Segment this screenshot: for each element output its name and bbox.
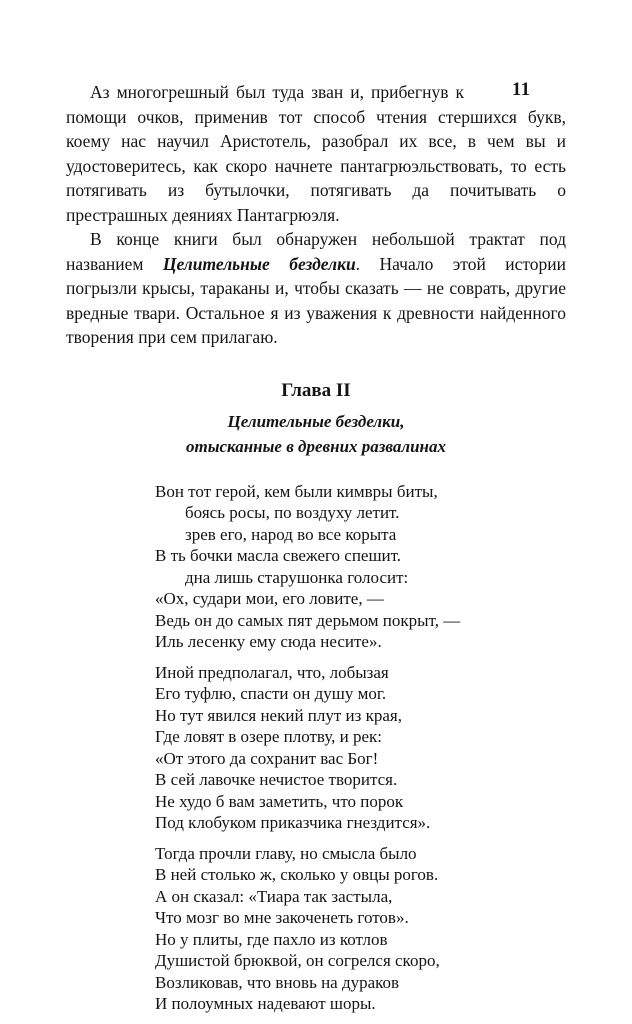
poem-line: боясь росы, по воздуху летит. [185,503,400,522]
poem-line: В ней столько ж, сколько у овцы рогов. [155,865,439,884]
poem-line: Вон тот герой, кем были кимвры биты, [155,481,438,501]
chapter-subtitle [66,409,566,459]
poem-line: Где ловят в озере плотву, и рек: [155,727,383,746]
poem-line: Тогда прочли главу, но смысла было [155,843,417,863]
poem-line: В ть бочки масла свежего спешит. [155,546,402,565]
poem-line: Но тут явился некий плут из края, [155,705,402,725]
poem-line: Его туфлю, спасти он душу мог. [155,684,387,703]
poem [155,481,566,1015]
poem-line: Иной предполагал, что, лобызая [155,662,389,682]
poem-stanza-2 [155,662,566,834]
poem-line: Иль лесенку ему сюда несите». [155,632,382,651]
paragraph-2-text-after: . Начало этой истории погрызли крысы, тараканы и, чтобы сказать — не соврать, другие вредные твари. Остальное я из уважения к древности найденного творения при сем прилагаю. [66,253,566,347]
chapter-subtitle-line-1: Целительные безделки, [227,411,405,431]
page-content [66,80,566,1024]
folio-gap [464,80,566,98]
poem-line: зрев его, народ во все корыта [185,524,397,544]
paragraph-2-text-before: В конце книги был обнаружен небольшой трактат под названием [66,229,566,274]
poem-line: «От этого да сохранит вас Бог! [155,748,379,768]
page-number: 11 [512,80,531,100]
poem-line: Не худо б вам заметить, что порок [155,791,404,811]
poem-line: В сей лавочке нечистое творится. [155,770,398,789]
poem-line: «Ох, судари мои, его ловите, — [155,589,384,608]
poem-line: Под клобуком приказчика гнездится». [155,813,431,832]
poem-line: И полоумных надевают шоры. [155,994,376,1013]
poem-stanza-3 [155,843,566,1015]
paragraph-2 [66,227,566,350]
chapter-heading: Глава II [281,379,351,401]
poem-line: Но у плиты, где пахло из котлов [155,929,388,949]
poem-stanza-1 [155,481,566,653]
chapter-subtitle-line-2: отысканные в древних развалинах [185,436,446,456]
poem-line: А он сказал: «Тиара так застыла, [155,886,393,906]
treatise-title-inline: Целительные безделки [162,253,356,274]
poem-line: Ведь он до самых пят дерьмом покрыт, — [155,610,461,630]
poem-line: Душистой брюквой, он согрелся скоро, [155,951,440,970]
poem-line: Что мозг во мне закоченеть готов». [155,908,409,927]
paragraph-1-text: Аз многогрешный был туда зван и, прибегнув к помощи очков, применив тот способ чтения стершихся букв, коему нас научил Аристотель, разобрал их все, в чем вы и удостоверитесь, как скоро начнете пантагрюэльствовать, то есть потягивать из бутылочки, потягивать да почитывать о престрашных деяниях Пантагрюэля. [66,82,566,225]
poem-line: дна лишь старушонка голосит: [185,567,409,587]
poem-line: Возликовав, что вновь на дураков [155,972,400,992]
paragraph-1 [66,80,566,227]
